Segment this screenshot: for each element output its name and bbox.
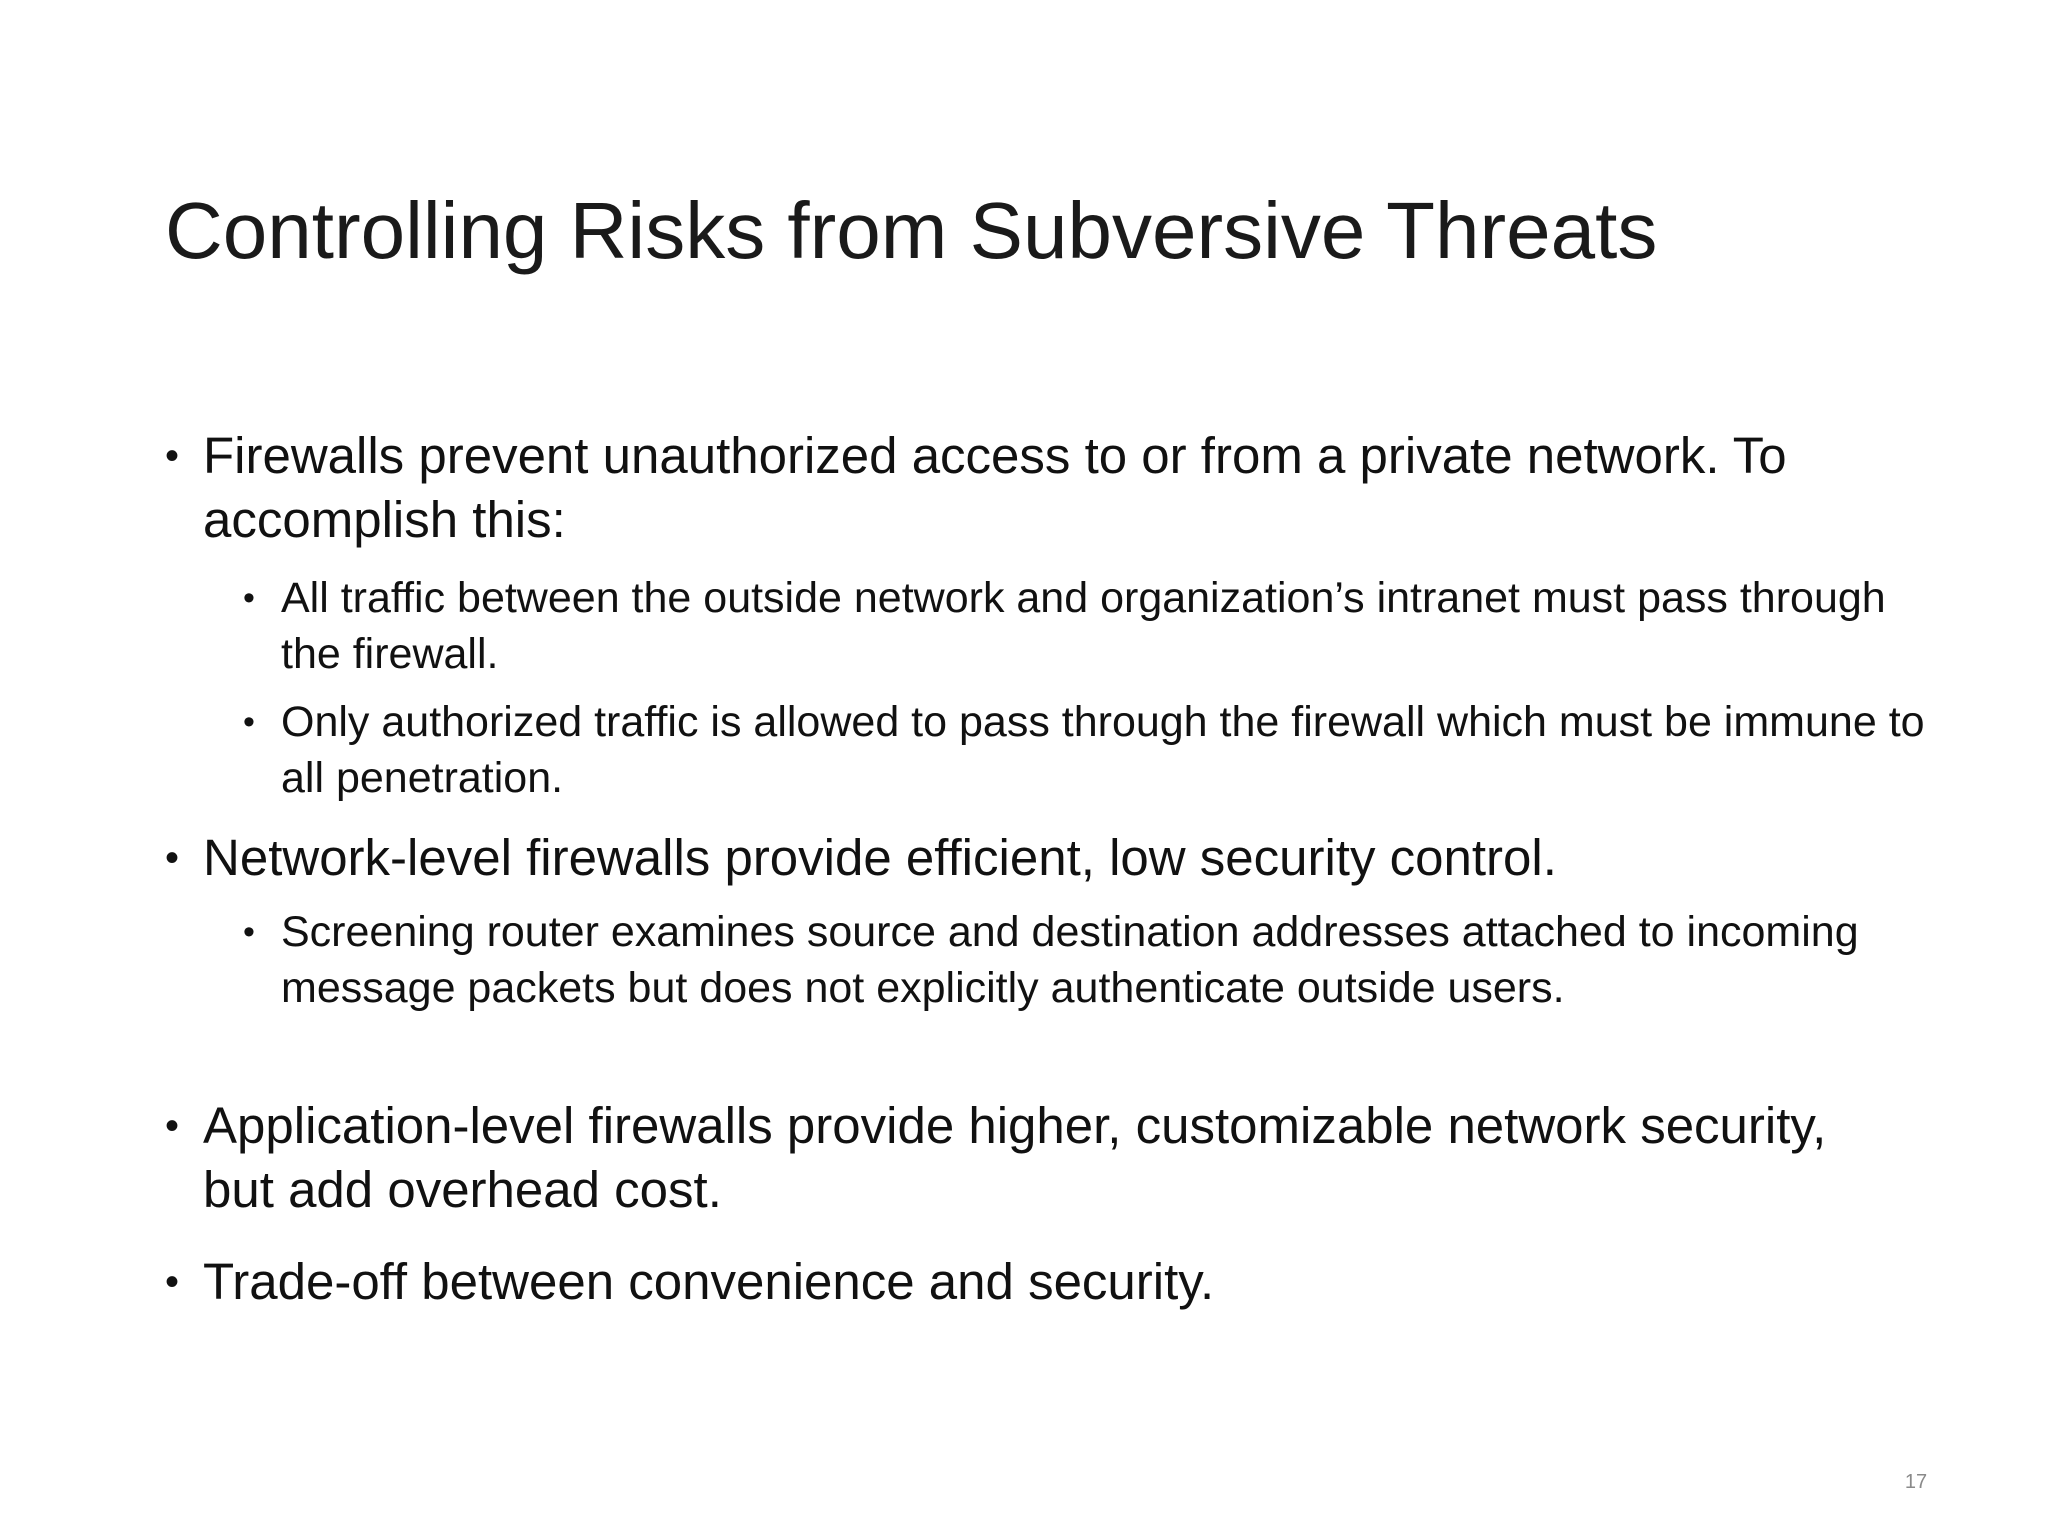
bullet-text: Application-level firewalls provide higher, customizable network security, but add overhead cost.: [203, 1097, 1827, 1218]
page-number: 17: [1904, 1471, 1928, 1493]
subbullet-screening-router: [243, 904, 1933, 1016]
bullet-text: Firewalls prevent unauthorized access to or from a private network. To accomplish this:: [203, 427, 1787, 548]
subbullet-text: Screening router examines source and destination addresses attached to incoming message packets but does not explicitly authenticate outside users.: [281, 908, 1859, 1012]
bullet-icon: •: [165, 434, 180, 478]
subbullet-text: Only authorized traffic is allowed to pass through the firewall which must be immune to all penetration.: [281, 698, 1925, 802]
bullet-application-level-firewalls: [165, 1094, 1905, 1222]
slide-title: Controlling Risks from Subversive Threats: [165, 186, 1658, 275]
bullet-trade-off: [165, 1250, 1905, 1314]
bullet-icon: •: [243, 913, 255, 951]
bullet-network-level-firewalls: [165, 826, 1905, 890]
subbullet-authorized-traffic: [243, 694, 1933, 806]
bullet-icon: •: [243, 579, 255, 617]
bullet-text: Network-level firewalls provide efficient, low security control.: [203, 829, 1557, 886]
bullet-firewalls: [165, 424, 1905, 552]
bullet-text: Trade-off between convenience and security.: [203, 1253, 1215, 1310]
bullet-icon: •: [165, 1104, 180, 1148]
bullet-icon: •: [243, 703, 255, 741]
bullet-icon: •: [165, 1260, 180, 1304]
bullet-icon: •: [165, 836, 180, 880]
subbullet-text: All traffic between the outside network and organization’s intranet must pass through the firewall.: [281, 574, 1886, 678]
subbullet-traffic-pass: [243, 570, 1933, 682]
